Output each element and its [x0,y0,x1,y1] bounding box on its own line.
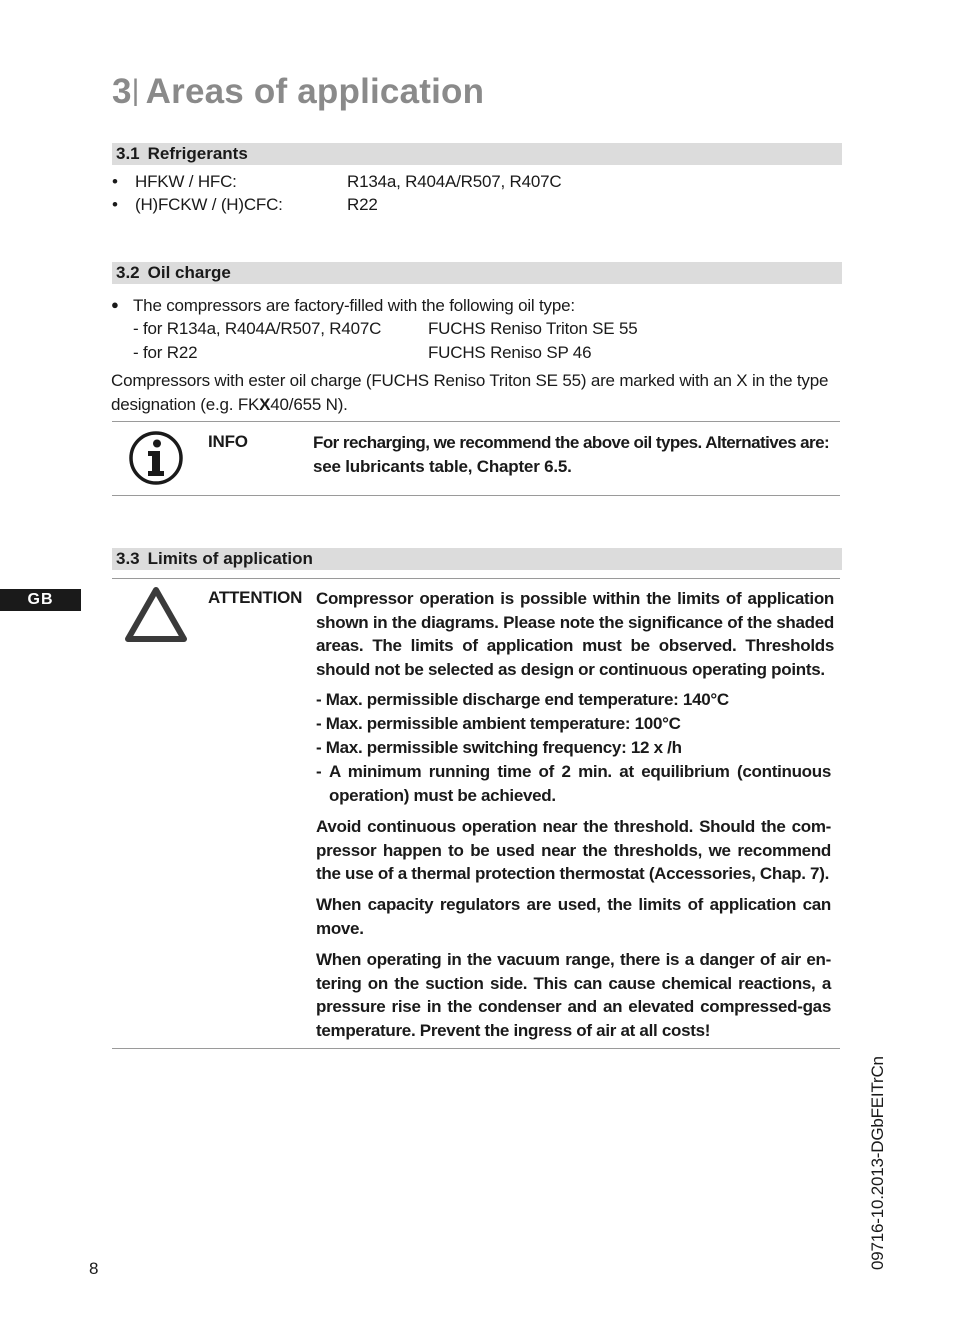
info-text-line2: see lubricants table, Chapter 6.5. [313,457,572,476]
attention-label: ATTENTION [208,588,303,607]
info-circle-icon [128,430,184,486]
divider [112,578,840,579]
language-tab: GB [0,589,81,611]
section-title: Refrigerants [147,144,248,163]
page-title [112,72,484,112]
refrigerant-label: HFKW / HFC: [135,172,237,191]
info-text-line1: For recharging, we recommend the above oil types. Alternatives are: [313,433,830,452]
oil-row-value: FUCHS Reniso Triton SE 55 [428,319,638,338]
section-title: Oil charge [147,263,231,282]
limit-text: A minimum running time of 2 min. at equilibrium (continuous operation) must be achieved. [329,762,831,805]
oil-intro: The compressors are factory-filled with the following oil type: [133,296,575,315]
attention-paragraph-3: When capacity regulators are used, the limits of application can move. [316,895,831,938]
attention-paragraph-4: When operating in the vacuum range, there is a danger of air en-tering on the suction side. This can cause chemical reactions, a pressure rise in the condenser and an elevated compressed-gas temperature. Prevent the ingress of air at all costs! [316,950,831,1040]
document-code: 09716-10.2013-DGbFEITrCn [868,1056,887,1270]
warning-triangle-icon [124,586,188,643]
chapter-number: 3 [112,72,132,111]
section-header-oil-charge [112,262,842,284]
bullet: • [112,172,118,191]
ester-note-line1: Compressors with ester oil charge (FUCHS Reniso Triton SE 55) are marked with an X in the type [111,371,829,390]
refrigerant-label: (H)FCKW / (H)CFC: [135,195,283,214]
page-number: 8 [89,1259,99,1278]
section-title: Limits of application [147,549,313,568]
refrigerant-value: R22 [347,195,378,214]
limit-item: - Max. permissible switching frequency: 12 x /h [316,738,682,757]
divider [112,421,840,422]
paragraph-text: Compressor operation is possible within the limits of application shown in the diagrams. Please note the significance of the shaded areas. The limits of application must be observed. Thresholds should not be selected as design or continuous operating points. [316,589,834,679]
chapter-title: Areas of application [145,72,485,111]
refrigerant-value: R134a, R404A/R507, R407C [347,172,562,191]
note-text: 40/655 N). [270,395,348,414]
section-number: 3.1 [116,144,140,163]
limits-list [316,688,831,808]
note-text: designation (e.g. FK [111,395,260,414]
section-number: 3.2 [116,263,140,282]
section-header-limits [112,548,842,570]
bullet: • [112,195,118,214]
ester-note-line2 [111,395,348,415]
oil-row-value: FUCHS Reniso SP 46 [428,343,592,362]
oil-row-label: - for R22 [133,343,198,362]
chapter-separator: | [131,74,140,107]
limit-item [316,760,831,808]
section-header-refrigerants [112,143,842,165]
divider [112,1048,840,1049]
note-bold-x: X [259,395,271,414]
info-label: INFO [208,432,248,451]
oil-row-label: - for R134a, R404A/R507, R407C [133,319,382,338]
limit-item: - Max. permissible discharge end temperature: 140°C [316,690,729,709]
divider [112,495,840,496]
bullet: ● [111,297,119,312]
attention-paragraph-1 [313,587,834,681]
limit-item: - Max. permissible ambient temperature: 100°C [316,714,681,733]
attention-paragraph-2: Avoid continuous operation near the threshold. Should the com-pressor happen to be used near the thresholds, we recommend the use of a thermal protection thermostat (Accessories, Chap. 7). [316,817,831,883]
limit-dash: - [316,762,322,781]
section-number: 3.3 [116,549,140,568]
